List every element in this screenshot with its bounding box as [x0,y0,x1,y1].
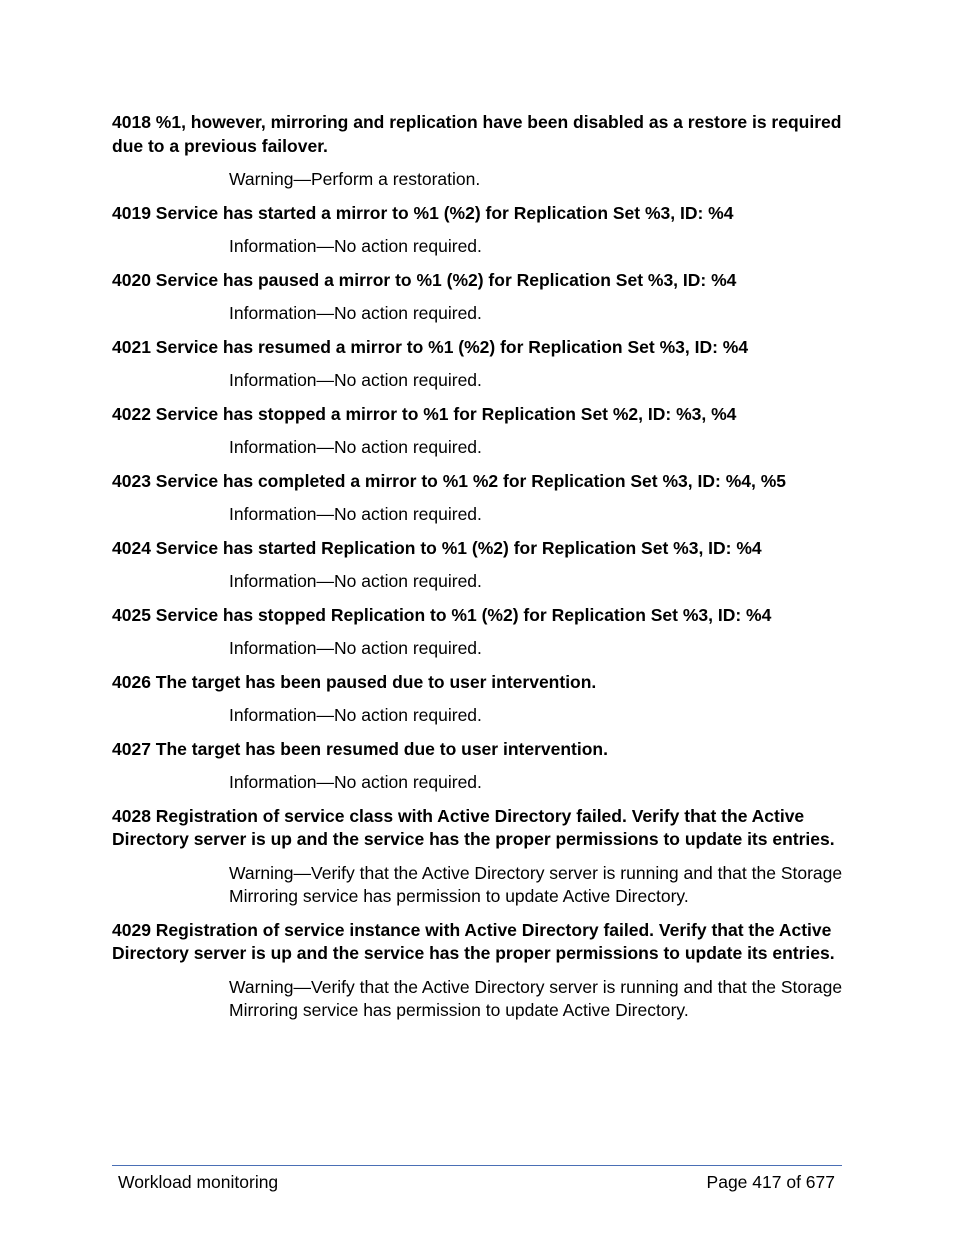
footer-divider [112,1165,842,1166]
page-content [112,111,847,1033]
entry-description: Information—No action required. [229,236,482,256]
entry-description: Information—No action required. [229,571,482,591]
entry-description: Information—No action required. [229,504,482,524]
entry-heading: 4021 Service has resumed a mirror to %1 (%2) for Replication Set %3, ID: %4 [112,336,749,357]
entry-heading: 4025 Service has stopped Replication to %1 (%2) for Replication Set %3, ID: %4 [112,604,772,625]
footer-section-title: Workload monitoring [118,1172,279,1192]
entry-description: Warning—Verify that the Active Directory server is running and that the Storage Mirroring service has permission to update Active Directory. [229,862,843,906]
entry-heading: 4028 Registration of service class with Active Directory failed. Verify that the Active Directory server is up and the service has the proper permissions to update its entries. [112,805,835,849]
entry-heading: 4026 The target has been paused due to user intervention. [112,671,597,692]
entry-description: Information—No action required. [229,437,482,457]
entry-heading: 4023 Service has completed a mirror to %1 %2 for Replication Set %3, ID: %4, %5 [112,470,786,491]
entry-description: Information—No action required. [229,370,482,390]
entry-description: Information—No action required. [229,638,482,658]
entry-description: Information—No action required. [229,303,482,323]
entry-heading: 4027 The target has been resumed due to user intervention. [112,738,608,759]
entry-description: Warning—Perform a restoration. [229,169,481,189]
entry-description: Information—No action required. [229,772,482,792]
entry-heading: 4024 Service has started Replication to %1 (%2) for Replication Set %3, ID: %4 [112,537,762,558]
entry-heading: 4022 Service has stopped a mirror to %1 for Replication Set %2, ID: %3, %4 [112,403,737,424]
entry-heading: 4020 Service has paused a mirror to %1 (%2) for Replication Set %3, ID: %4 [112,269,737,290]
entry-description: Information—No action required. [229,705,482,725]
entry-heading: 4018 %1, however, mirroring and replication have been disabled as a restore is required due to a previous failover. [112,112,842,156]
footer-page-number: Page 417 of 677 [706,1172,835,1192]
entry-description: Warning—Verify that the Active Directory server is running and that the Storage Mirroring service has permission to update Active Directory. [229,976,843,1020]
entry-heading: 4029 Registration of service instance with Active Directory failed. Verify that the Active Directory server is up and the service has the proper permissions to update its entries. [112,919,835,963]
entry-heading: 4019 Service has started a mirror to %1 (%2) for Replication Set %3, ID: %4 [112,202,734,223]
